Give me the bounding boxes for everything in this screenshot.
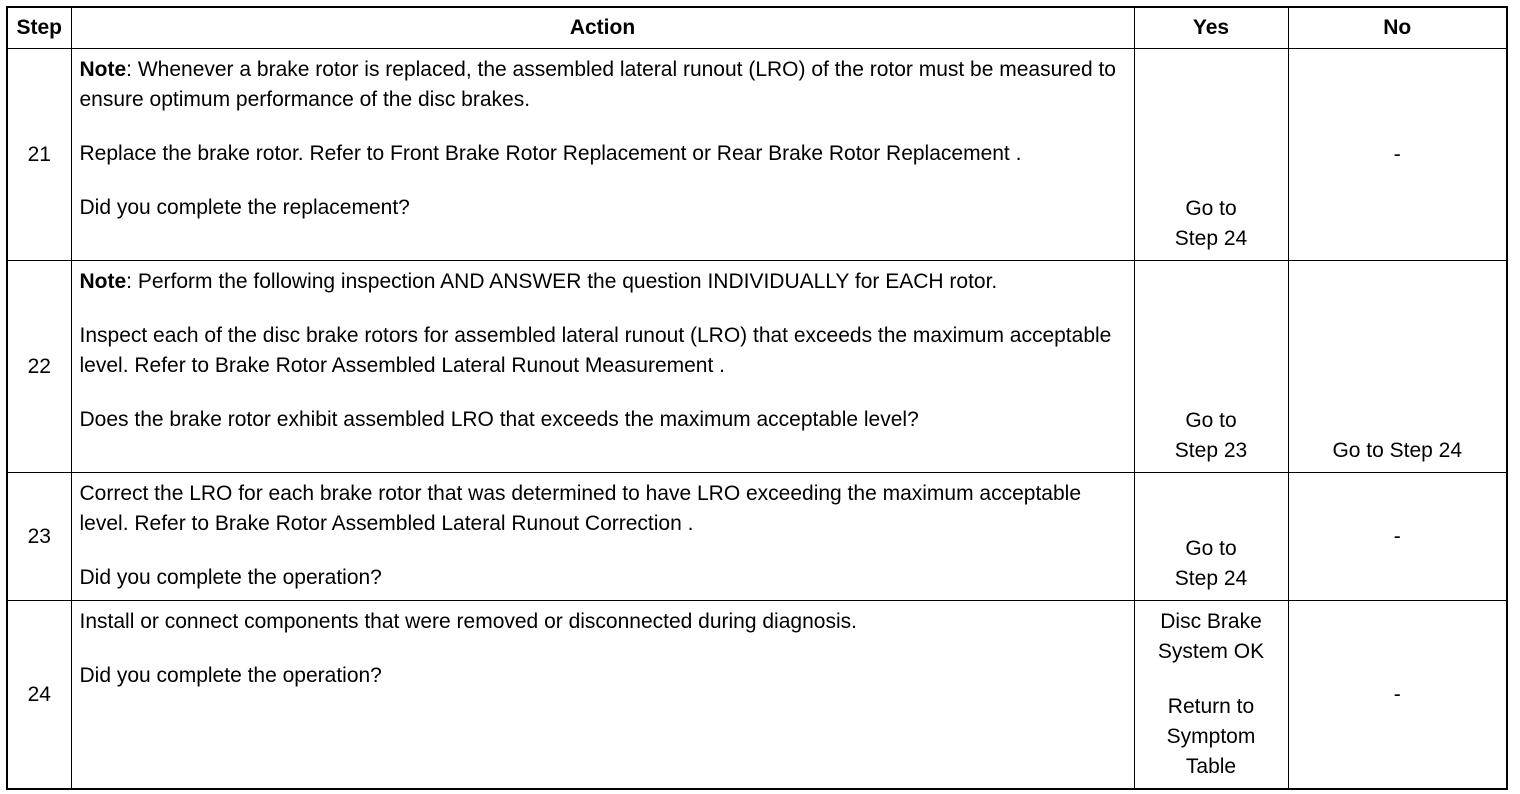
header-step: Step [7, 7, 71, 49]
question-text: Did you complete the operation? [79, 664, 382, 687]
step-number: 23 [7, 473, 71, 601]
header-action: Action [71, 7, 1134, 49]
yes-link-line1: Go to [1185, 197, 1237, 220]
step-number: 22 [7, 261, 71, 473]
yes-link-line2: Step 23 [1174, 439, 1248, 462]
yes-link-line2: Step 24 [1174, 567, 1248, 590]
yes-result-line1: Disc Brake [1160, 610, 1262, 633]
note-text: : Perform the following inspection AND ANSWER the question INDIVIDUALLY for EACH rotor. [126, 270, 998, 293]
action-cell [71, 49, 1134, 261]
note-text: : Whenever a brake rotor is replaced, the assembled lateral runout (LRO) of the rotor must be measured to ensure optimum performance of the disc brakes. [79, 58, 1116, 111]
action-cell [71, 601, 1134, 790]
yes-link-line1: Go to [1185, 537, 1237, 560]
header-no: No [1288, 7, 1507, 49]
instruction-text: Install or connect components that were removed or disconnected during diagnosis. [79, 610, 857, 633]
action-cell [71, 261, 1134, 473]
instruction-text: Replace the brake rotor. Refer to Front Brake Rotor Replacement or Rear Brake Rotor Replacement . [79, 142, 1022, 165]
table-row [7, 473, 1507, 601]
no-cell: - [1288, 601, 1507, 790]
yes-cell [1134, 473, 1288, 601]
instruction-text: Inspect each of the disc brake rotors for assembled lateral runout (LRO) that exceeds the maximum acceptable level. Refer to Brake Rotor Assembled Lateral Runout Measurement . [79, 324, 1112, 377]
question-text: Does the brake rotor exhibit assembled LRO that exceeds the maximum acceptable level? [79, 408, 919, 431]
yes-link-line1: Go to [1185, 409, 1237, 432]
table-row [7, 49, 1507, 261]
header-row [7, 7, 1507, 49]
question-text: Did you complete the replacement? [79, 196, 410, 219]
yes-return-line2: Symptom [1166, 725, 1256, 748]
yes-cell [1134, 49, 1288, 261]
yes-return-line3: Table [1185, 755, 1237, 778]
yes-return-line1: Return to [1167, 695, 1255, 718]
yes-link-line2: Step 24 [1174, 227, 1248, 250]
yes-return-block [1135, 692, 1288, 782]
step-number: 24 [7, 601, 71, 790]
no-cell: - [1288, 473, 1507, 601]
yes-result-block [1135, 607, 1288, 667]
note-label: Note [79, 58, 127, 81]
header-yes: Yes [1134, 7, 1288, 49]
no-cell: - [1288, 49, 1507, 261]
no-cell: Go to Step 24 [1288, 261, 1507, 473]
diagnostic-table [6, 6, 1508, 790]
note-paragraph [80, 267, 1126, 297]
action-cell [71, 473, 1134, 601]
table-row [7, 261, 1507, 473]
step-number: 21 [7, 49, 71, 261]
yes-cell [1134, 261, 1288, 473]
note-label: Note [79, 270, 127, 293]
yes-result-line2: System OK [1157, 640, 1265, 663]
instruction-text: Correct the LRO for each brake rotor that was determined to have LRO exceeding the maximum acceptable level. Refer to Brake Rotor Assembled Lateral Runout Correction . [79, 482, 1081, 535]
yes-cell [1134, 601, 1288, 790]
note-paragraph [80, 55, 1126, 115]
table-row [7, 601, 1507, 790]
question-text: Did you complete the operation? [79, 566, 382, 589]
